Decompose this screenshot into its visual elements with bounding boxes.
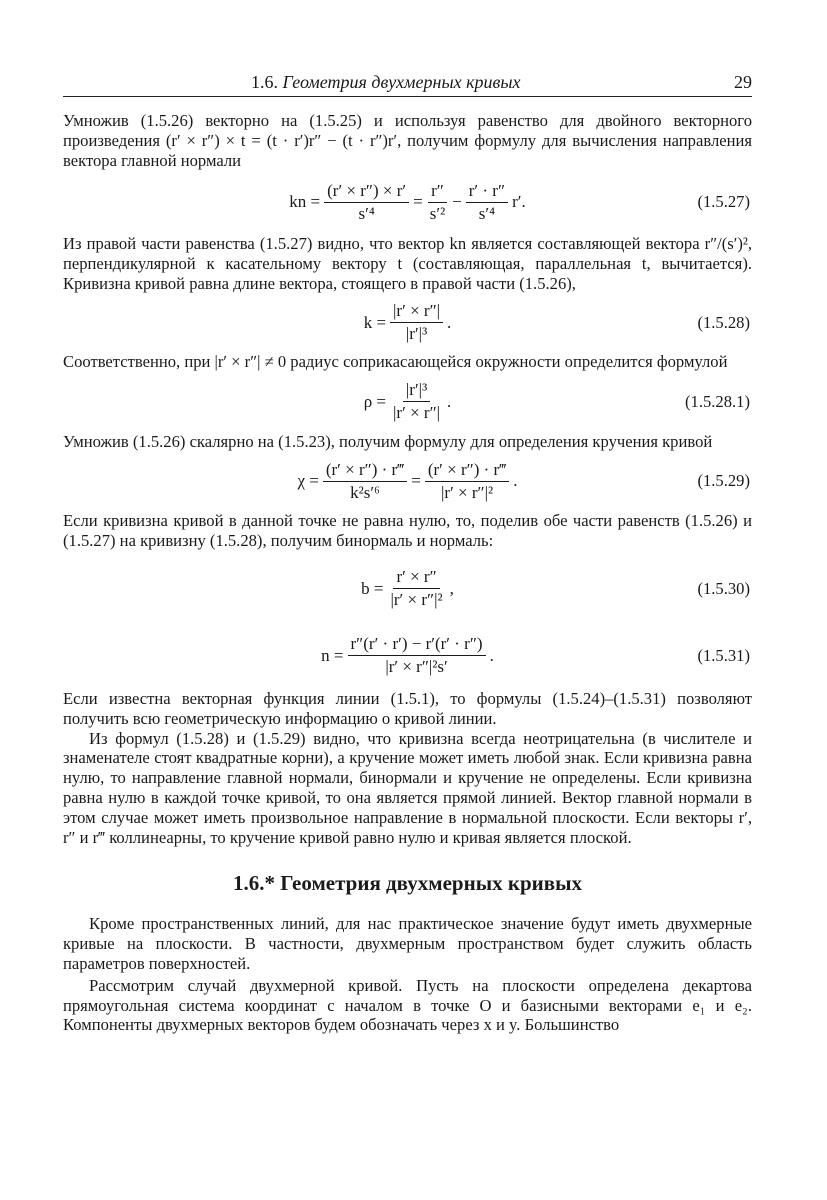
eq-lhs: k = bbox=[363, 312, 387, 332]
eq-lhs: b = bbox=[361, 578, 384, 598]
header-section-number: 1.6. bbox=[251, 72, 278, 92]
paragraph: Из формул (1.5.28) и (1.5.29) видно, что кривизна всегда неотрицательна (в числителе и знаменателе стоят квадратные корни), а кручение может иметь любой знак. Если кривизна равна нулю, то направление главной нормали, бинормали и кручение не определены. Если кривизна равна нулю в каждой точке кривой, то она является прямой линией. Вектор главной нормали в этом случае может иметь произвольное направление в нормальной плоскости. Если векторы r′, r″ и r‴ коллинеарны, то кручение кривой равно нулю и кривая является плоской. bbox=[63, 728, 752, 847]
equation-1-5-28 bbox=[63, 294, 752, 352]
section-number: 1.6.* bbox=[233, 871, 276, 896]
eq-lhs: ρ = bbox=[363, 391, 387, 411]
eq-tail: , bbox=[449, 578, 454, 598]
fraction bbox=[425, 460, 509, 503]
fraction-numerator: r″(r′ · r′) − r′(r′ · r″) bbox=[348, 634, 486, 656]
fraction-denominator: |r′ × r″| bbox=[393, 403, 441, 423]
fraction-numerator: (r′ × r″) · r‴ bbox=[323, 460, 407, 482]
fraction-numerator: r′ · r″ bbox=[466, 181, 508, 203]
eq-tail: . bbox=[513, 471, 518, 491]
fraction bbox=[390, 301, 443, 344]
fraction bbox=[323, 460, 407, 503]
fraction bbox=[466, 181, 508, 224]
fraction-numerator: |r′|³ bbox=[403, 380, 430, 402]
equation-number: (1.5.30) bbox=[697, 578, 750, 598]
eq-tail: . bbox=[489, 645, 494, 665]
fraction bbox=[387, 567, 445, 610]
minus-sign: − bbox=[452, 192, 462, 212]
fraction bbox=[324, 181, 409, 224]
equation-number: (1.5.28) bbox=[697, 312, 750, 332]
paragraph: Умножив (1.5.26) векторно на (1.5.25) и используя равенство для двойного векторного произведения (r′ × r″) × t = (t · r′)r″ − (t · r″)r′, получим формулу для вычисления направления вектора главной нормали bbox=[63, 111, 752, 170]
header-section-title: Геометрия двухмерных кривых bbox=[282, 72, 521, 92]
equation-1-5-31 bbox=[63, 627, 752, 685]
fraction-denominator: |r′ × r″|² bbox=[390, 590, 443, 610]
eq-tail: r′. bbox=[512, 192, 526, 212]
eq-lhs: kn = bbox=[289, 192, 321, 212]
equation-number: (1.5.31) bbox=[697, 645, 750, 665]
equation-1-5-30 bbox=[63, 551, 752, 627]
eq-tail: . bbox=[447, 312, 452, 332]
fraction-numerator: r′ × r″ bbox=[393, 567, 439, 589]
paragraph: Если известна векторная функция линии (1.5.1), то формулы (1.5.24)–(1.5.31) позволяют получить всю геометрическую информацию о кривой линии. bbox=[63, 688, 752, 728]
paragraph: Соответственно, при |r′ × r″| ≠ 0 радиус соприкасающейся окружности определится формулой bbox=[63, 351, 728, 371]
equation-1-5-27 bbox=[63, 170, 752, 234]
paragraph: Если кривизна кривой в данной точке не равна нулю, то, поделив обе части равенств (1.5.26) и (1.5.27) на кривизну (1.5.28), получим бинормаль и нормаль: bbox=[63, 511, 752, 551]
equation-1-5-28-1 bbox=[63, 372, 752, 432]
section-title: Геометрия двухмерных кривых bbox=[280, 871, 582, 896]
fraction-denominator: s′⁴ bbox=[478, 203, 496, 223]
fraction-denominator: k²s′⁶ bbox=[350, 482, 380, 502]
fraction-denominator: s′⁴ bbox=[358, 203, 375, 223]
fraction-numerator: r″ bbox=[428, 181, 447, 203]
equation-number: (1.5.27) bbox=[697, 192, 750, 212]
fraction bbox=[348, 634, 486, 677]
paragraph: Из правой части равенства (1.5.27) видно, что вектор kn является составляющей вектора r″/(s′)², перпендикулярной к касательному вектору t (составляющая, параллельная t, вычитается). Кривизна кривой равна длине вектора, стоящего в правой части (1.5.26), bbox=[63, 234, 752, 293]
page-number: 29 bbox=[734, 72, 752, 92]
equals-sign: = bbox=[411, 471, 421, 491]
eq-lhs: χ = bbox=[297, 471, 319, 491]
fraction-denominator: |r′ × r″|² bbox=[441, 482, 494, 502]
paragraph: Кроме пространственных линий, для нас практическое значение будут иметь двухмерные кривые на плоскости. В частности, двухмерным пространством будет служить область параметров поверхностей. bbox=[63, 914, 752, 973]
section-heading bbox=[63, 871, 752, 896]
fraction-numerator: (r′ × r″) · r‴ bbox=[425, 460, 509, 482]
fraction-denominator: s′² bbox=[429, 203, 446, 223]
fraction bbox=[390, 380, 443, 423]
fraction-numerator: (r′ × r″) × r′ bbox=[324, 181, 409, 203]
fraction-numerator: |r′ × r″| bbox=[390, 301, 443, 323]
equation-number: (1.5.28.1) bbox=[685, 391, 750, 411]
equals-sign: = bbox=[413, 192, 423, 212]
paragraph: Рассмотрим случай двухмерной кривой. Пусть на плоскости определена декартова прямоугольная система координат с началом в точке O и базисными векторами e₁ и e₂. Компоненты двухмерных векторов будем обозначать через x и y. Большинство bbox=[63, 975, 752, 1035]
eq-lhs: n = bbox=[321, 645, 344, 665]
fraction-denominator: |r′ × r″|²s′ bbox=[385, 657, 448, 677]
equation-number: (1.5.29) bbox=[697, 471, 750, 491]
book-page bbox=[63, 66, 752, 1035]
fraction-denominator: |r′|³ bbox=[405, 324, 428, 344]
fraction bbox=[427, 181, 448, 224]
paragraph: Умножив (1.5.26) скалярно на (1.5.23), получим формулу для определения кручения кривой bbox=[63, 431, 713, 451]
running-header bbox=[63, 66, 752, 97]
equation-1-5-29 bbox=[63, 451, 752, 511]
eq-tail: . bbox=[447, 391, 452, 411]
running-header-title bbox=[251, 72, 521, 93]
